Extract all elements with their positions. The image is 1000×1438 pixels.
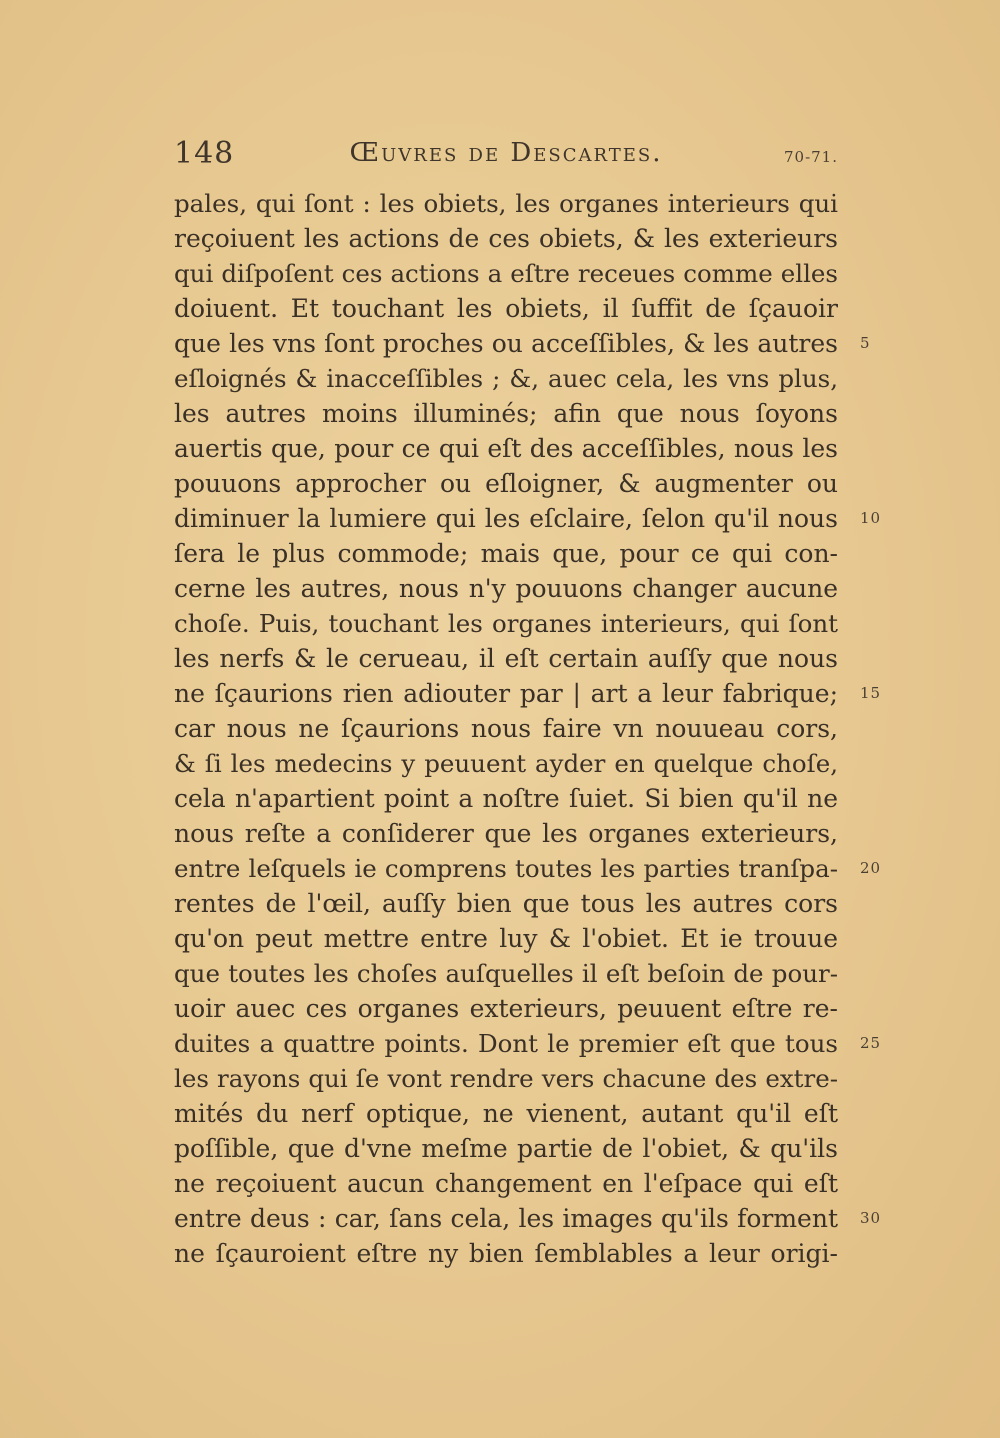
line-text: les nerfs & le cerueau, il eſt certain auſſy que nous [174, 644, 838, 673]
running-title: Œuvres de Descartes. [349, 138, 663, 168]
line-number: 15 [860, 684, 882, 702]
text-line [174, 746, 838, 781]
line-text: uoir auec ces organes exterieurs, peuuent eſtre re- [174, 994, 838, 1023]
text-line [174, 711, 838, 746]
text-line [174, 676, 882, 711]
line-text: qu'on peut mettre entre luy & l'obiet. Et ie trouue [174, 924, 838, 953]
text-line [174, 291, 838, 326]
line-text: les rayons qui ſe vont rendre vers chacune des extre- [174, 1064, 838, 1093]
line-text: que les vns ſont proches ou acceſſibles, & les autres [174, 329, 838, 358]
text-line [174, 816, 838, 851]
line-text: reçoiuent les actions de ces obiets, & les exterieurs [174, 224, 838, 253]
source-page-reference: 70-71. [783, 148, 838, 166]
text-line [174, 431, 838, 466]
text-line [174, 571, 838, 606]
line-text: car nous ne ſçaurions nous faire vn nouueau cors, [174, 714, 838, 743]
text-line [174, 186, 838, 221]
text-line [174, 361, 838, 396]
text-line [174, 326, 871, 361]
line-text: entre leſquels ie comprens toutes les parties tranſpa- [174, 854, 838, 883]
line-number: 10 [860, 509, 882, 527]
line-text: ne ſçaurions rien adiouter par | art a leur fabrique; [174, 679, 838, 708]
line-text: choſe. Puis, touchant les organes interieurs, qui ſont [174, 609, 838, 638]
text-line [174, 501, 882, 536]
line-text: les autres moins illuminés; afin que nous ſoyons [174, 399, 838, 428]
text-line [174, 641, 838, 676]
text-line [174, 536, 838, 571]
text-line [174, 956, 838, 991]
text-line [174, 886, 838, 921]
line-text: auertis que, pour ce qui eſt des acceſſibles, nous les [174, 434, 838, 463]
text-line [174, 1166, 838, 1201]
line-number: 5 [860, 334, 871, 352]
line-text: cerne les autres, nous n'y pouuons changer aucune [174, 574, 838, 603]
line-number: 20 [860, 859, 882, 877]
text-line [174, 1061, 838, 1096]
line-text: ne ſçauroient eſtre ny bien ſemblables a leur origi- [174, 1239, 838, 1268]
body-text [174, 186, 882, 1271]
line-text: nous reſte a conſiderer que les organes exterieurs, [174, 819, 838, 848]
text-line [174, 991, 838, 1026]
text-line [174, 851, 882, 886]
line-text: mités du nerf optique, ne vienent, autant qu'il eſt [174, 1099, 838, 1128]
line-text: cela n'apartient point a noſtre ſuiet. Si bien qu'il ne [174, 784, 838, 813]
line-text: ſera le plus commode; mais que, pour ce qui con- [174, 539, 838, 568]
line-text: rentes de l'œil, auſſy bien que tous les autres cors [174, 889, 838, 918]
line-text: ne reçoiuent aucun changement en l'eſpace qui eſt [174, 1169, 838, 1198]
text-line [174, 606, 838, 641]
line-text: duites a quattre points. Dont le premier eſt que tous [174, 1029, 838, 1058]
text-line [174, 1201, 882, 1236]
line-text: eſloignés & inacceſſibles ; &, auec cela, les vns plus, [174, 364, 838, 393]
line-text: & ſi les medecins y peuuent ayder en quelque choſe, [174, 749, 838, 778]
line-number: 30 [860, 1209, 882, 1227]
line-text: doiuent. Et touchant les obiets, il ſuffit de ſçauoir [174, 294, 838, 323]
line-text: diminuer la lumiere qui les eſclaire, ſelon qu'il nous [174, 504, 838, 533]
text-line [174, 396, 838, 431]
line-text: qui diſpoſent ces actions a eſtre receues comme elles [174, 259, 838, 288]
text-line [174, 221, 838, 256]
text-line [174, 466, 838, 501]
text-line [174, 256, 838, 291]
line-text: que toutes les choſes auſquelles il eſt beſoin de pour- [174, 959, 838, 988]
page-number: 148 [174, 136, 235, 171]
line-text: entre deus : car, ſans cela, les images qu'ils forment [174, 1204, 838, 1233]
line-text: pouuons approcher ou eſloigner, & augmenter ou [174, 469, 838, 498]
line-number: 25 [860, 1034, 882, 1052]
line-text: poſſible, que d'vne meſme partie de l'obiet, & qu'ils [174, 1134, 838, 1163]
text-line [174, 921, 838, 956]
text-line [174, 1096, 838, 1131]
text-line [174, 1131, 838, 1166]
text-line [174, 781, 838, 816]
text-line [174, 1236, 838, 1271]
text-line [174, 1026, 882, 1061]
line-text: pales, qui ſont : les obiets, les organes interieurs qui [174, 189, 838, 218]
running-head [174, 136, 838, 176]
